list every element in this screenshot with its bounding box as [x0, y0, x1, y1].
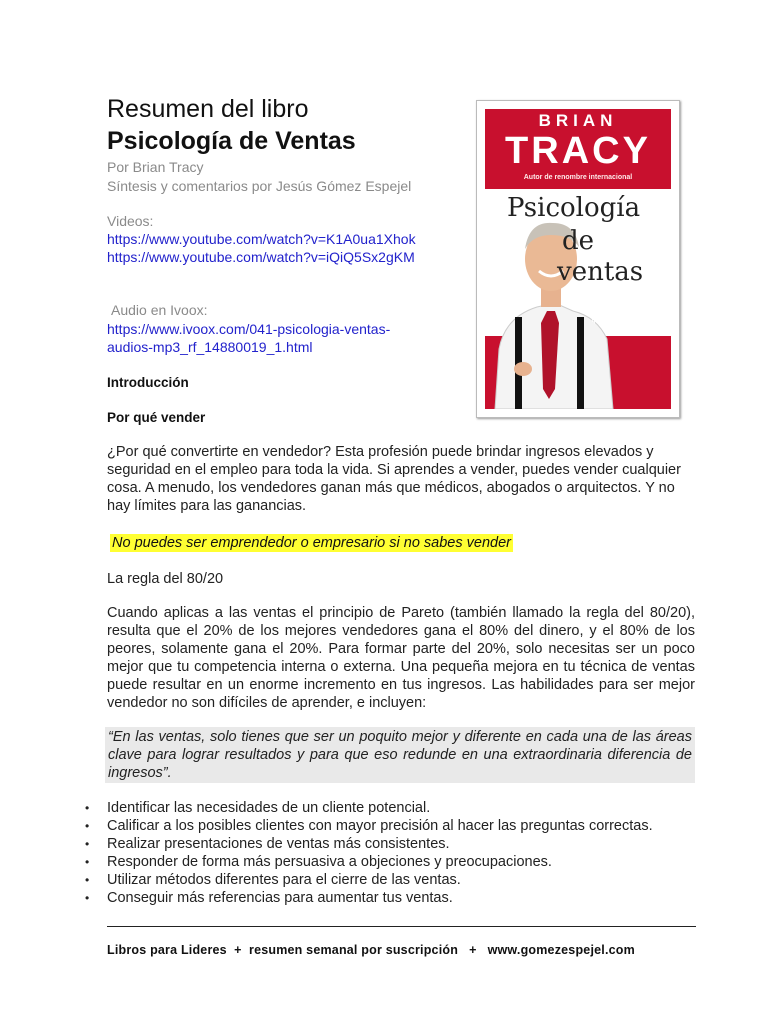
bullet-icon: • — [85, 855, 90, 869]
cover-tagline: Autor de renombre internacional — [523, 174, 633, 181]
cover-blurb: Cómo vender más, más fácil y rápidamente de lo que alguna vez pensaste posible. — [591, 300, 663, 333]
section-heading-80-20: La regla del 80/20 — [107, 571, 224, 587]
list-item — [85, 835, 705, 853]
audio-label: Audio en Ivoox: — [111, 302, 208, 318]
doc-subtitle: Resumen del libro — [107, 95, 309, 123]
bullet-icon: • — [85, 891, 90, 905]
book-cover — [476, 100, 680, 418]
list-item — [85, 799, 705, 817]
cover-title-3: ventas — [557, 257, 644, 287]
list-item-text: Responder de forma más persuasiva a objeciones y preocupaciones. — [107, 854, 552, 870]
list-item-text: Utilizar métodos diferentes para el cierre de las ventas. — [107, 872, 461, 888]
highlight-text: No puedes ser emprendedor o empresario si no sabes vender — [112, 535, 511, 551]
audio-link-line-2: audios-mp3_rf_14880019_1.html — [107, 339, 313, 355]
bullet-icon: • — [85, 801, 90, 815]
list-item — [85, 817, 705, 835]
cover-title-2: de — [562, 226, 595, 256]
list-item — [85, 853, 705, 871]
paragraph-pareto: Cuando aplicas a las ventas el principio de Pareto (también llamado la regla del 80/20), resulta que el 20% de los mejores vendedores gana el 80% del dinero, y el 80% de los peores, solamente gana el 20%. Para formar parte del 20%, solo necesitas ser un poco mejor que tu competencia interna o externa. Una pequeña mejora en tu técnica de ventas puede resultar en un enorme incremento en tus ingresos. Las habilidades para ser mejor vendedor no son difíciles de aprender, e incluyen: — [107, 605, 695, 711]
list-item — [85, 871, 705, 889]
bullet-icon: • — [85, 819, 90, 833]
synthesis-line: Síntesis y comentarios por Jesús Gómez Espejel — [107, 178, 412, 194]
highlight-box — [110, 534, 513, 552]
paragraph-why-sell: ¿Por qué convertirte en vendedor? Esta profesión puede brindar ingresos elevados y seguridad en el empleo para toda la vida. Si aprendes a vender, puedes vender cualquier cosa. A menudo, los vendedores ganan más que médicos, abogados o arquitectos. Y no hay límites para las ganancias. — [107, 444, 681, 514]
audio-link-line-1: https://www.ivoox.com/041-psicologia-ventas- — [107, 321, 391, 337]
audio-link[interactable] — [107, 320, 390, 356]
bullet-icon: • — [85, 837, 90, 851]
list-item-text: Conseguir más referencias para aumentar tus ventas. — [107, 890, 453, 906]
skills-list — [85, 799, 705, 907]
bullet-icon: • — [85, 873, 90, 887]
list-item-text: Identificar las necesidades de un cliente potencial. — [107, 800, 431, 816]
quote-block: “En las ventas, solo tienes que ser un poquito mejor y diferente en cada una de las áreas clave para lograr resultados y para que eso redunde en una extraordinaria diferencia de ingresos”. — [105, 727, 695, 783]
section-heading-intro: Introducción — [107, 375, 189, 390]
cover-author-first: BRIAN — [538, 111, 618, 130]
cover-title-1: Psicología — [507, 193, 641, 223]
author-line: Por Brian Tracy — [107, 159, 204, 175]
video-link-1[interactable]: https://www.youtube.com/watch?v=K1A0ua1Xhok — [107, 231, 416, 247]
list-item-text: Calificar a los posibles clientes con mayor precisión al hacer las preguntas correctas. — [107, 818, 653, 834]
footer-divider — [107, 926, 696, 927]
videos-label: Videos: — [107, 213, 154, 229]
video-link-2[interactable]: https://www.youtube.com/watch?v=iQiQ5Sx2gKM — [107, 249, 415, 265]
section-heading-why-sell: Por qué vender — [107, 410, 206, 425]
list-item-text: Realizar presentaciones de ventas más consistentes. — [107, 836, 450, 852]
cover-author-last: TRACY — [505, 130, 651, 172]
list-item — [85, 889, 705, 907]
footer-text: Libros para Lideres + resumen semanal por suscripción + www.gomezespejel.com — [107, 943, 635, 957]
doc-title: Psicología de Ventas — [107, 127, 356, 155]
